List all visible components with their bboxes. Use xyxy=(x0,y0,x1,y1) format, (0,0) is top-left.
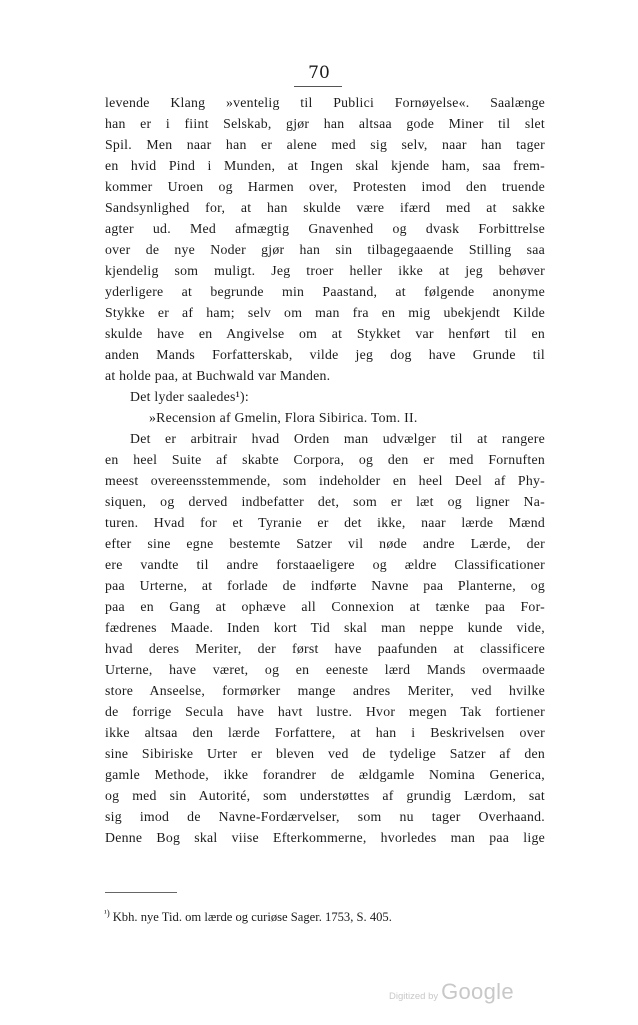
text-line: fædrenes Maade. Inden kort Tid skal man neppe kunde vide, xyxy=(105,620,545,635)
text-line: levende Klang »ventelig til Publici Fornøyelse«. Saalænge xyxy=(105,95,545,110)
text-line: meest overeensstemmende, som indeholder en heel Deel af Phy- xyxy=(105,473,545,488)
text-line: anden Mands Forfatterskab, vilde jeg dog have Grunde til xyxy=(105,347,545,362)
text-line: Det lyder saaledes¹): xyxy=(130,389,249,404)
text-line: efter sine egne bestemte Satzer vil nøde andre Lærde, der xyxy=(105,536,545,551)
text-line: kommer Uroen og Harmen over, Protesten imod den truende xyxy=(105,179,545,194)
page-number: 70 xyxy=(308,63,330,83)
page-number-rule xyxy=(294,86,342,87)
text-line: skulde have en Angivelse om at Stykket var henført til en xyxy=(105,326,545,341)
text-line: sig imod de Navne-Fordærvelser, som nu tager Overhaand. xyxy=(105,809,545,824)
text-line: sine Sibiriske Urter er bleven ved de tydelige Satzer af den xyxy=(105,746,545,761)
text-line: paa en Gang at ophæve all Connexion at tænke paa For- xyxy=(105,599,545,614)
text-line: kjendelig som muligt. Jeg troer heller ikke at jeg behøver xyxy=(105,263,545,278)
google-logo: Google xyxy=(441,979,514,1004)
text-line: og med sin Autorité, som understøttes af grundig Lærdom, sat xyxy=(105,788,545,803)
text-line: »Recension af Gmelin, Flora Sibirica. Tom. II. xyxy=(149,410,418,425)
text-line: en hvid Pind i Munden, at Ingen skal kjende ham, saa frem- xyxy=(105,158,545,173)
watermark-prefix: Digitized by xyxy=(389,991,439,1002)
text-line: yderligere at begrunde min Paastand, at følgende anonyme xyxy=(105,284,545,299)
text-line: Det er arbitrair hvad Orden man udvælger til at rangere xyxy=(130,431,545,446)
text-line: Stykke er af ham; selv om man fra en mig ubekjendt Kilde xyxy=(105,305,545,320)
digitized-watermark xyxy=(389,979,514,1005)
text-line: ere vandte til andre forstaaeligere og ældre Classificationer xyxy=(105,557,545,572)
text-line: hvad deres Meriter, der først have paafunden at classificere xyxy=(105,641,545,656)
text-line: en heel Suite af skabte Corpora, og den er med Fornuften xyxy=(105,452,545,467)
text-line: Denne Bog skal viise Efterkommerne, hvorledes man paa lige xyxy=(105,830,545,845)
text-line: Sandsynlighed for, at han skulde være ifærd med at sakke xyxy=(105,200,545,215)
text-line: turen. Hvad for et Tyranie er det ikke, naar lærde Mænd xyxy=(105,515,545,530)
text-line: agter ud. Med afmægtig Gnavenhed og dvask Forbittrelse xyxy=(105,221,545,236)
text-line: paa Urterne, at forlade de indførte Navne paa Planterne, og xyxy=(105,578,545,593)
text-line: over de nye Noder gjør han sin tilbagegaaende Stilling saa xyxy=(105,242,545,257)
body-text xyxy=(105,92,545,848)
text-line: ikke altsaa den lærde Forfattere, at han i Beskrivelsen over xyxy=(105,725,545,740)
text-line: de forrige Secula have havt lustre. Hvor megen Tak fortiener xyxy=(105,704,545,719)
text-line: siquen, og derved indbefatter det, som er læt og ligner Na- xyxy=(105,494,545,509)
text-line: gamle Methode, ikke forandrer de ældgamle Nomina Generica, xyxy=(105,767,545,782)
footnote-mark: ¹) xyxy=(104,908,110,918)
text-line: at holde paa, at Buchwald var Manden. xyxy=(105,368,331,383)
footnote-rule xyxy=(105,892,177,893)
text-line: store Anseelse, formørker mange andres Meriter, ved hvilke xyxy=(105,683,545,698)
text-line: han er i fiint Selskab, gjør han altsaa gode Miner til slet xyxy=(105,116,545,131)
text-line: Urterne, have været, og en eeneste lærd Mands overmaade xyxy=(105,662,545,677)
footnote xyxy=(104,904,544,926)
footnote-text: Kbh. nye Tid. om lærde og curiøse Sager. 1753, S. 405. xyxy=(112,910,392,925)
text-line: Spil. Men naar han er alene med sig selv, naar han tager xyxy=(105,137,545,152)
